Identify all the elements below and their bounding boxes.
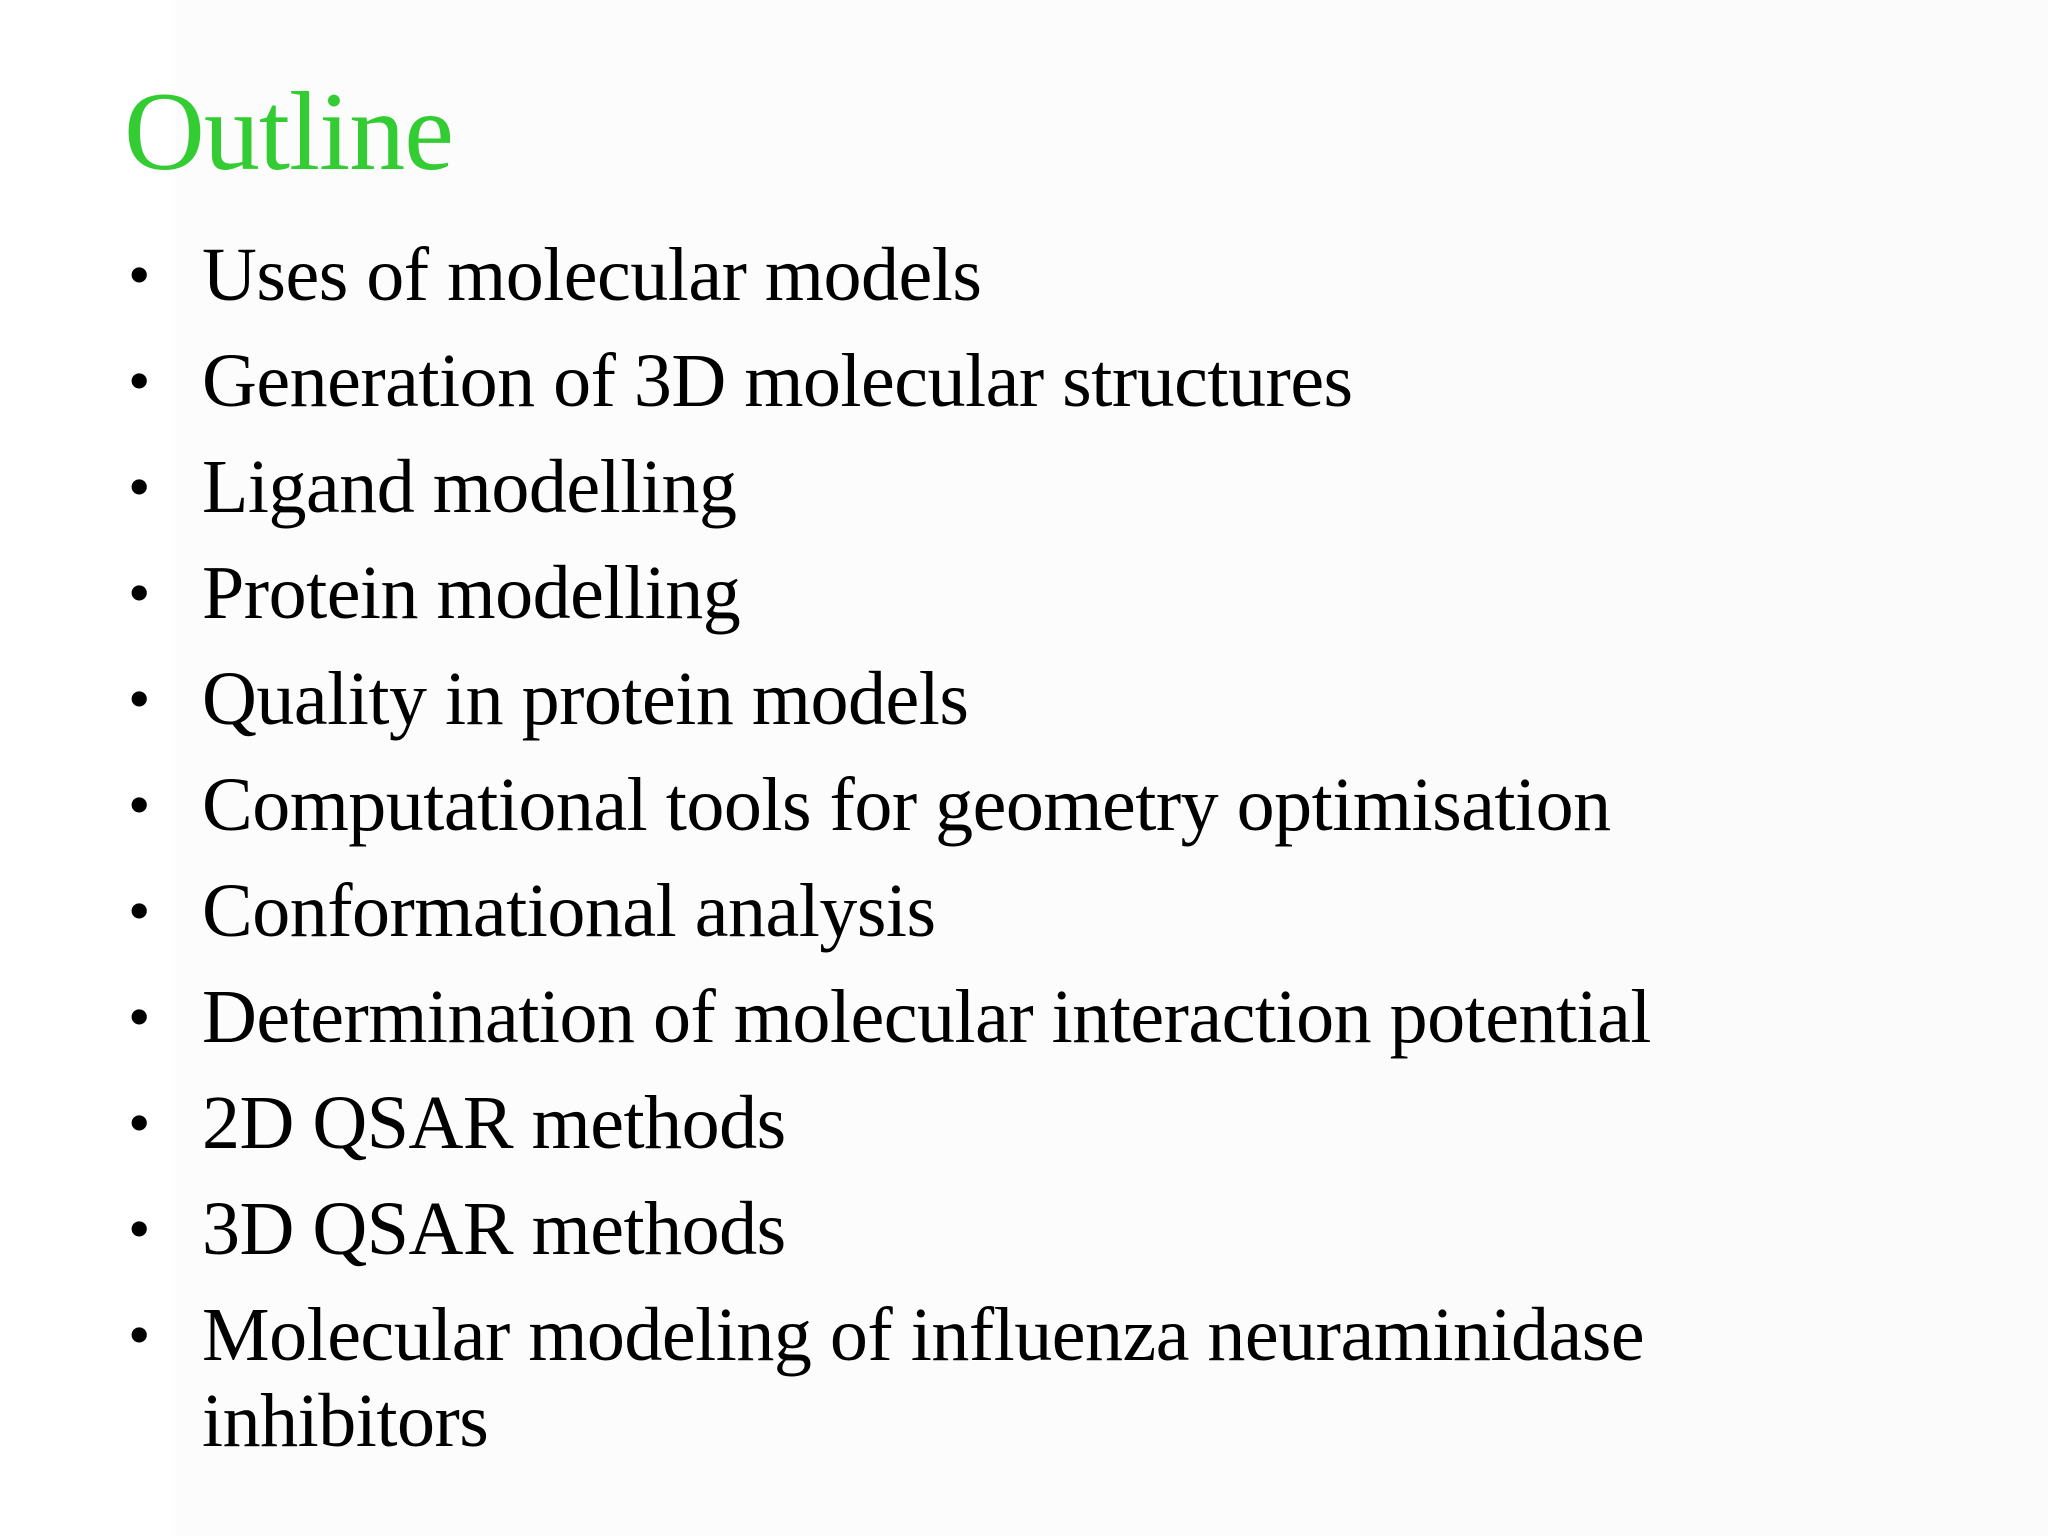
- bullet-item: [124, 1292, 1882, 1464]
- bullet-item: [124, 444, 1984, 550]
- bullet-text: Protein modelling: [202, 551, 741, 635]
- bullet-icon: •: [128, 981, 150, 1052]
- bullet-item: [124, 1080, 1984, 1186]
- bullet-list: [124, 232, 1984, 1464]
- bullet-item: [124, 868, 1984, 974]
- bullet-icon: •: [128, 1193, 150, 1264]
- bullet-icon: •: [128, 1299, 150, 1370]
- bullet-icon: •: [128, 875, 150, 946]
- bullet-text: 3D QSAR methods: [202, 1187, 786, 1271]
- bullet-text: Molecular modeling of influenza neuraminidase inhibitors: [202, 1293, 1645, 1463]
- bullet-item: [124, 656, 1984, 762]
- bullet-text: Uses of molecular models: [202, 233, 982, 317]
- bullet-text: Determination of molecular interaction potential: [202, 975, 1652, 1059]
- bullet-icon: •: [128, 663, 150, 734]
- bullet-item: [124, 550, 1984, 656]
- bullet-text: Ligand modelling: [202, 445, 737, 529]
- bullet-icon: •: [128, 239, 150, 310]
- bullet-text: Conformational analysis: [202, 869, 936, 953]
- bullet-item: [124, 338, 1984, 444]
- bullet-text: Computational tools for geometry optimisation: [202, 763, 1611, 847]
- bullet-icon: •: [128, 451, 150, 522]
- bullet-icon: •: [128, 345, 150, 416]
- bullet-icon: •: [128, 769, 150, 840]
- slide-title: Outline: [124, 70, 453, 194]
- bullet-text: 2D QSAR methods: [202, 1081, 786, 1165]
- bullet-item: [124, 1186, 1984, 1292]
- bullet-item: [124, 974, 1984, 1080]
- bullet-item: [124, 232, 1984, 338]
- bullet-icon: •: [128, 557, 150, 628]
- bullet-icon: •: [128, 1087, 150, 1158]
- bullet-item: [124, 762, 1984, 868]
- bullet-text: Quality in protein models: [202, 657, 969, 741]
- bullet-text: Generation of 3D molecular structures: [202, 339, 1353, 423]
